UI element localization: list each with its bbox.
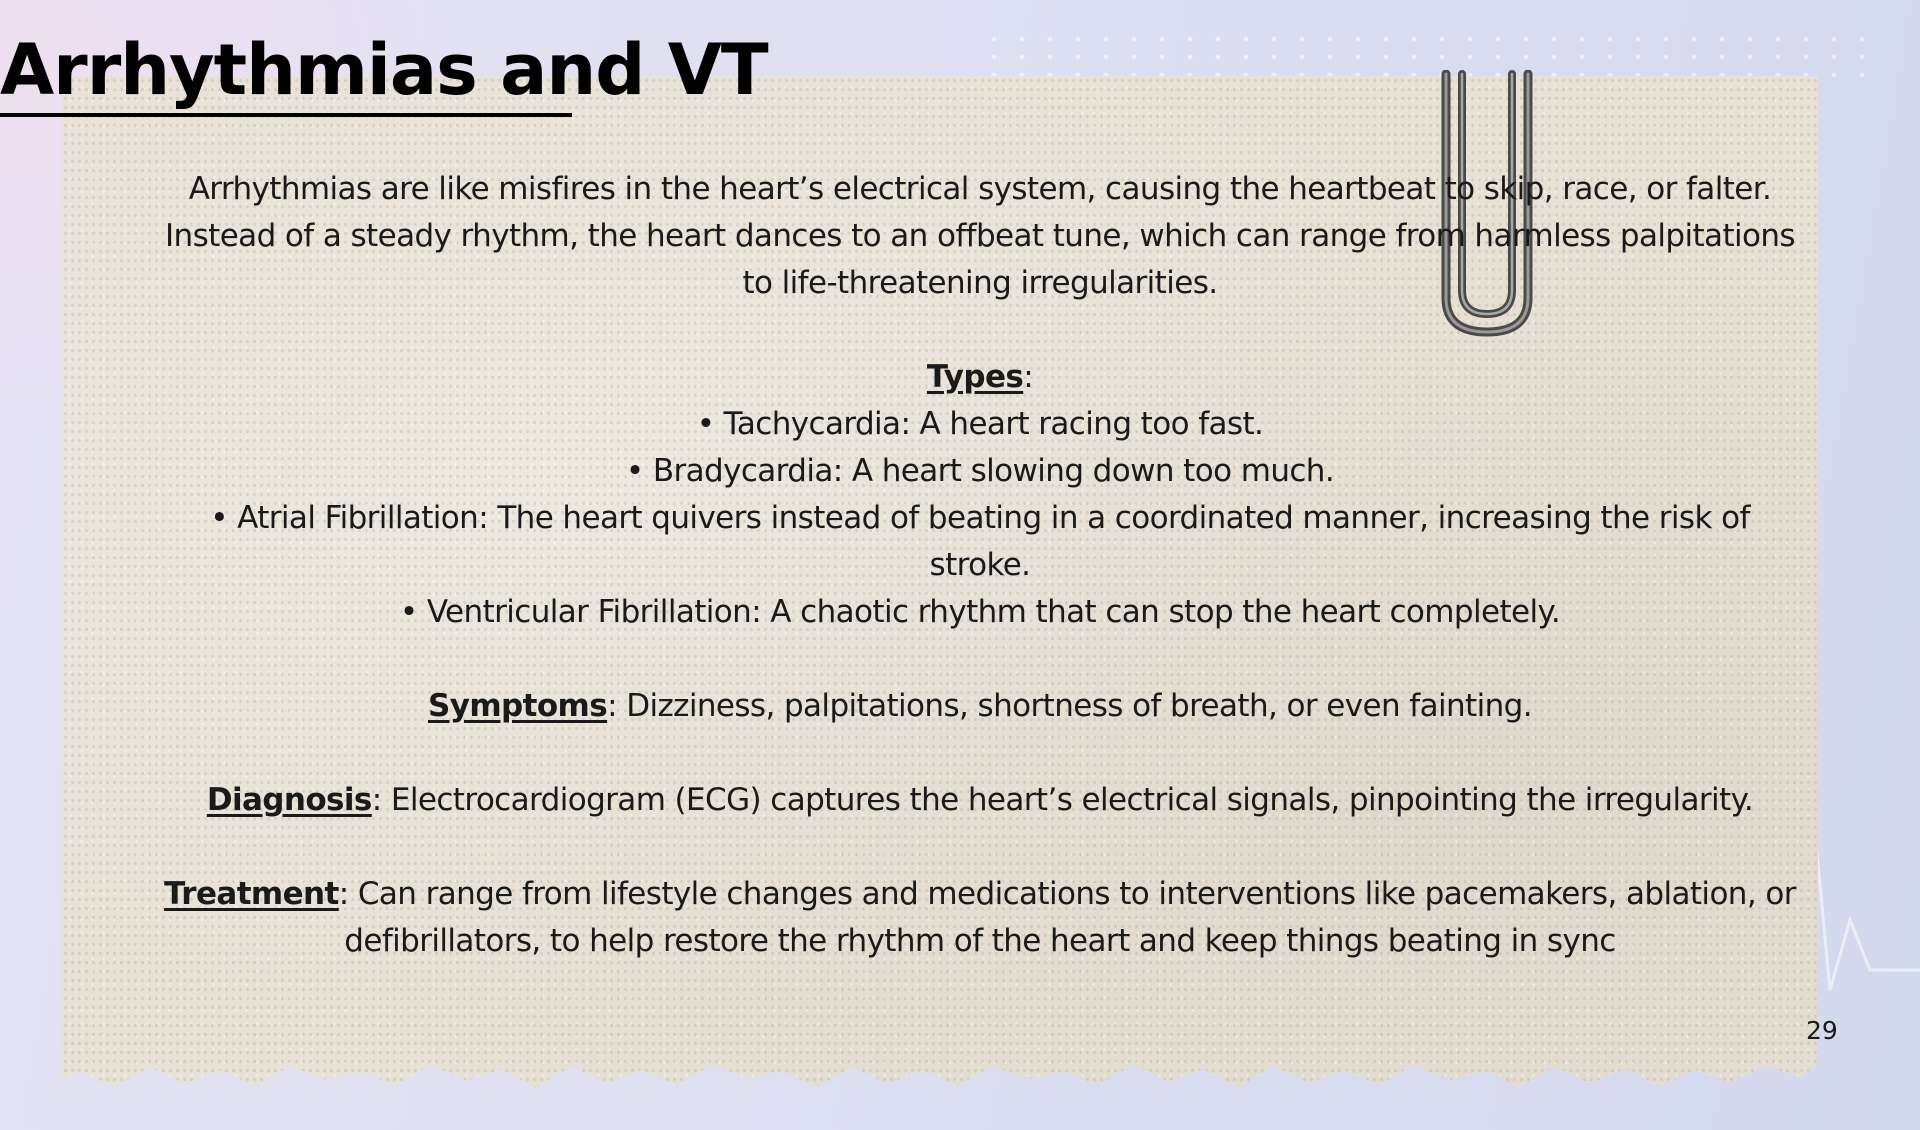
treatment-text: : Can range from lifestyle changes and medications to interventions like pacemakers, ablation, or defibrillators, to help restore the rhythm of the heart and keep things beating in sync	[338, 876, 1796, 959]
slide-body	[160, 166, 1800, 965]
symptoms-paragraph	[160, 683, 1800, 730]
diagnosis-paragraph	[160, 777, 1800, 824]
list-item: • Tachycardia: A heart racing too fast.	[696, 406, 1264, 442]
diagnosis-label: Diagnosis	[206, 782, 372, 818]
treatment-paragraph	[160, 871, 1800, 965]
treatment-label: Treatment	[164, 876, 339, 912]
types-colon: :	[1023, 359, 1034, 395]
types-heading	[160, 354, 1800, 401]
title-underline	[0, 113, 572, 117]
diagnosis-text: : Electrocardiogram (ECG) captures the heart’s electrical signals, pinpointing the irregularity.	[371, 782, 1754, 818]
symptoms-label: Symptoms	[427, 688, 608, 724]
intro-paragraph: Arrhythmias are like misfires in the heart’s electrical system, causing the heartbeat to skip, race, or falter. Instead of a steady rhythm, the heart dances to an offbeat tune, which can range from harmless palpitations to life-threatening irregularities.	[165, 171, 1795, 301]
list-item: • Ventricular Fibrillation: A chaotic rhythm that can stop the heart completely.	[399, 594, 1561, 630]
page-number: 29	[1806, 1016, 1838, 1045]
page-title: Arrhythmias and VT	[0, 29, 768, 111]
types-label: Types	[926, 359, 1024, 395]
list-item: • Atrial Fibrillation: The heart quivers instead of beating in a coordinated manner, increasing the risk of stroke.	[210, 500, 1750, 583]
list-item: • Bradycardia: A heart slowing down too much.	[625, 453, 1335, 489]
symptoms-text: : Dizziness, palpitations, shortness of breath, or even fainting.	[607, 688, 1533, 724]
